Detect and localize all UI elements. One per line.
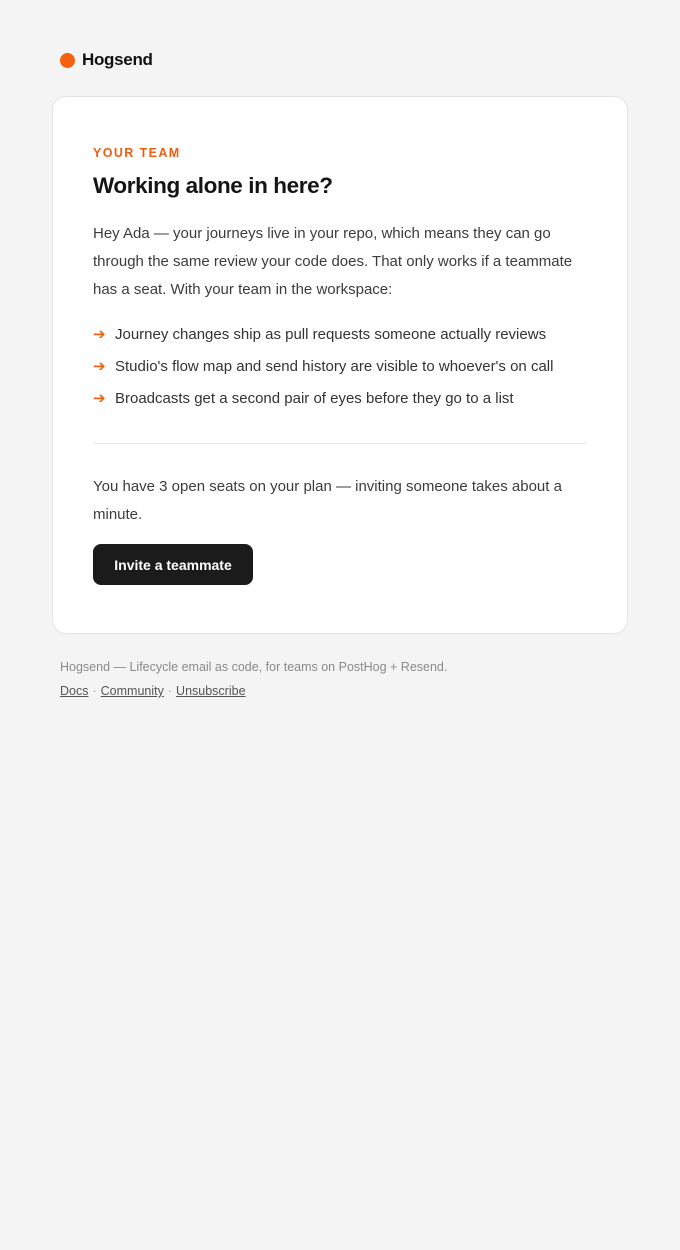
list-item — [93, 350, 593, 382]
intro-paragraph: Hey Ada — your journeys live in your repo, which means they can go through the same review your code does. That only works if a teammate has a seat. With your team in the workspace: — [93, 225, 573, 298]
list-item — [93, 318, 593, 350]
email-card — [52, 96, 628, 634]
list-item — [93, 382, 593, 414]
arrow-right-icon: ➔ — [93, 358, 106, 375]
email-headline: Working alone in here? — [93, 173, 333, 198]
arrow-right-icon: ➔ — [93, 326, 106, 343]
docs-link[interactable]: Docs — [60, 684, 89, 698]
community-link[interactable]: Community — [100, 684, 164, 698]
brand-header — [60, 50, 153, 70]
arrow-right-icon: ➔ — [93, 390, 106, 407]
benefits-list — [93, 318, 593, 414]
footer-links — [60, 684, 246, 698]
brand-logo-dot-icon — [60, 53, 75, 68]
unsubscribe-link[interactable]: Unsubscribe — [176, 684, 246, 698]
footer-separator: · — [92, 684, 97, 698]
divider — [93, 443, 587, 444]
footer-separator: · — [167, 684, 173, 698]
list-item-text: Studio's flow map and send history are visible to whoever's on call — [115, 357, 554, 375]
brand-name: Hogsend — [82, 50, 153, 69]
footer-tagline: Hogsend — Lifecycle email as code, for teams on PostHog + Resend. — [60, 660, 448, 674]
list-item-text: Journey changes ship as pull requests someone actually reviews — [115, 325, 547, 343]
seats-paragraph: You have 3 open seats on your plan — inviting someone takes about a minute. — [93, 478, 562, 523]
eyebrow-label: YOUR TEAM — [93, 146, 181, 160]
invite-teammate-button[interactable]: Invite a teammate — [93, 544, 253, 585]
list-item-text: Broadcasts get a second pair of eyes before they go to a list — [115, 389, 514, 407]
